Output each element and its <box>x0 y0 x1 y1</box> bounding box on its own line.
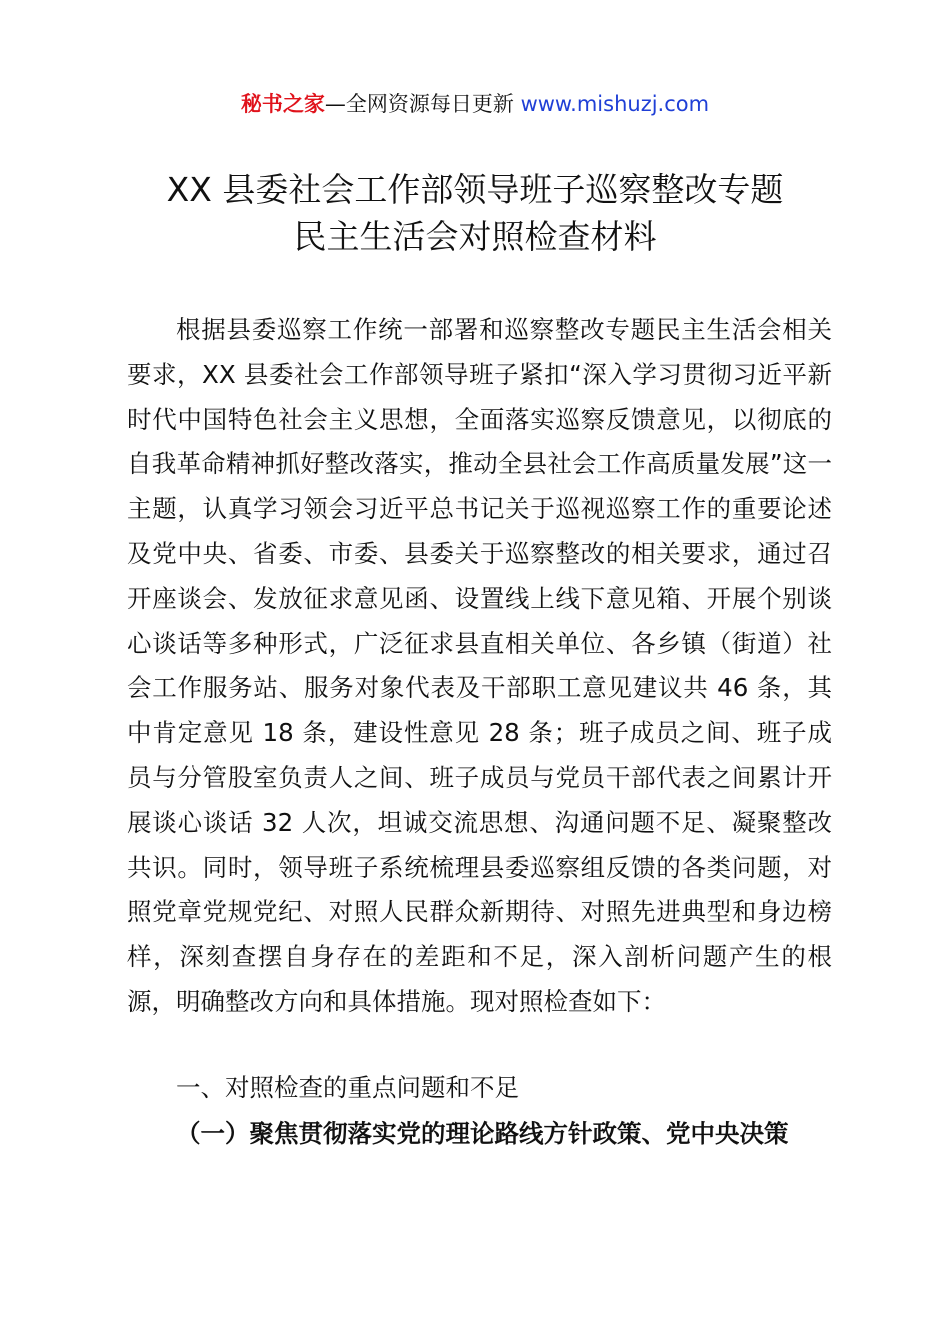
site-banner <box>0 88 950 120</box>
title-line-2: 民主生活会对照检查材料 <box>293 217 657 256</box>
title-line-1: XX 县委社会工作部领导班子巡察整改专题 <box>166 170 784 209</box>
subsection-heading-1: （一）聚焦贯彻落实党的理论路线方针政策、党中央决策 <box>176 1119 789 1148</box>
site-url-link[interactable]: www.mishuzj.com <box>520 92 710 116</box>
section-heading-1: 一、对照检查的重点问题和不足 <box>176 1073 519 1102</box>
document-title <box>0 166 950 260</box>
brand-name: 秘书之家 <box>240 92 325 116</box>
banner-slogan: —全网资源每日更新 <box>324 92 521 116</box>
intro-paragraph: 根据县委巡察工作统一部署和巡察整改专题民主生活会相关要求，XX 县委社会工作部领导班子紧扣“深入学习贯彻习近平新时代中国特色社会主义思想，全面落实巡察反馈意见，以彻底的自我革命精神抓好整改落实，推动全县社会工作高质量发展”这一主题，认真学习领会习近平总书记关于巡视巡察工作的重要论述及党中央、省委、市委、县委关于巡察整改的相关要求，通过召开座谈会、发放征求意见函、设置线上线下意见箱、开展个别谈心谈话等多种形式，广泛征求县直相关单位、各乡镇（街道）社会工作服务站、服务对象代表及干部职工意见建议共 46 条，其中肯定意见 18 条，建设性意见 28 条；班子成员之间、班子成员与分管股室负责人之间、班子成员与党员干部代表之间累计开展谈心谈话 32 人次，坦诚交流思想、沟通问题不足、凝聚整改共识。同时，领导班子系统梳理县委巡察组反馈的各类问题，对照党章党规党纪、对照人民群众新期待、对照先进典型和身边榜样，深刻查摆自身存在的差距和不足，深入剖析问题产生的根源，明确整改方向和具体措施。现对照检查如下： <box>127 315 832 1016</box>
